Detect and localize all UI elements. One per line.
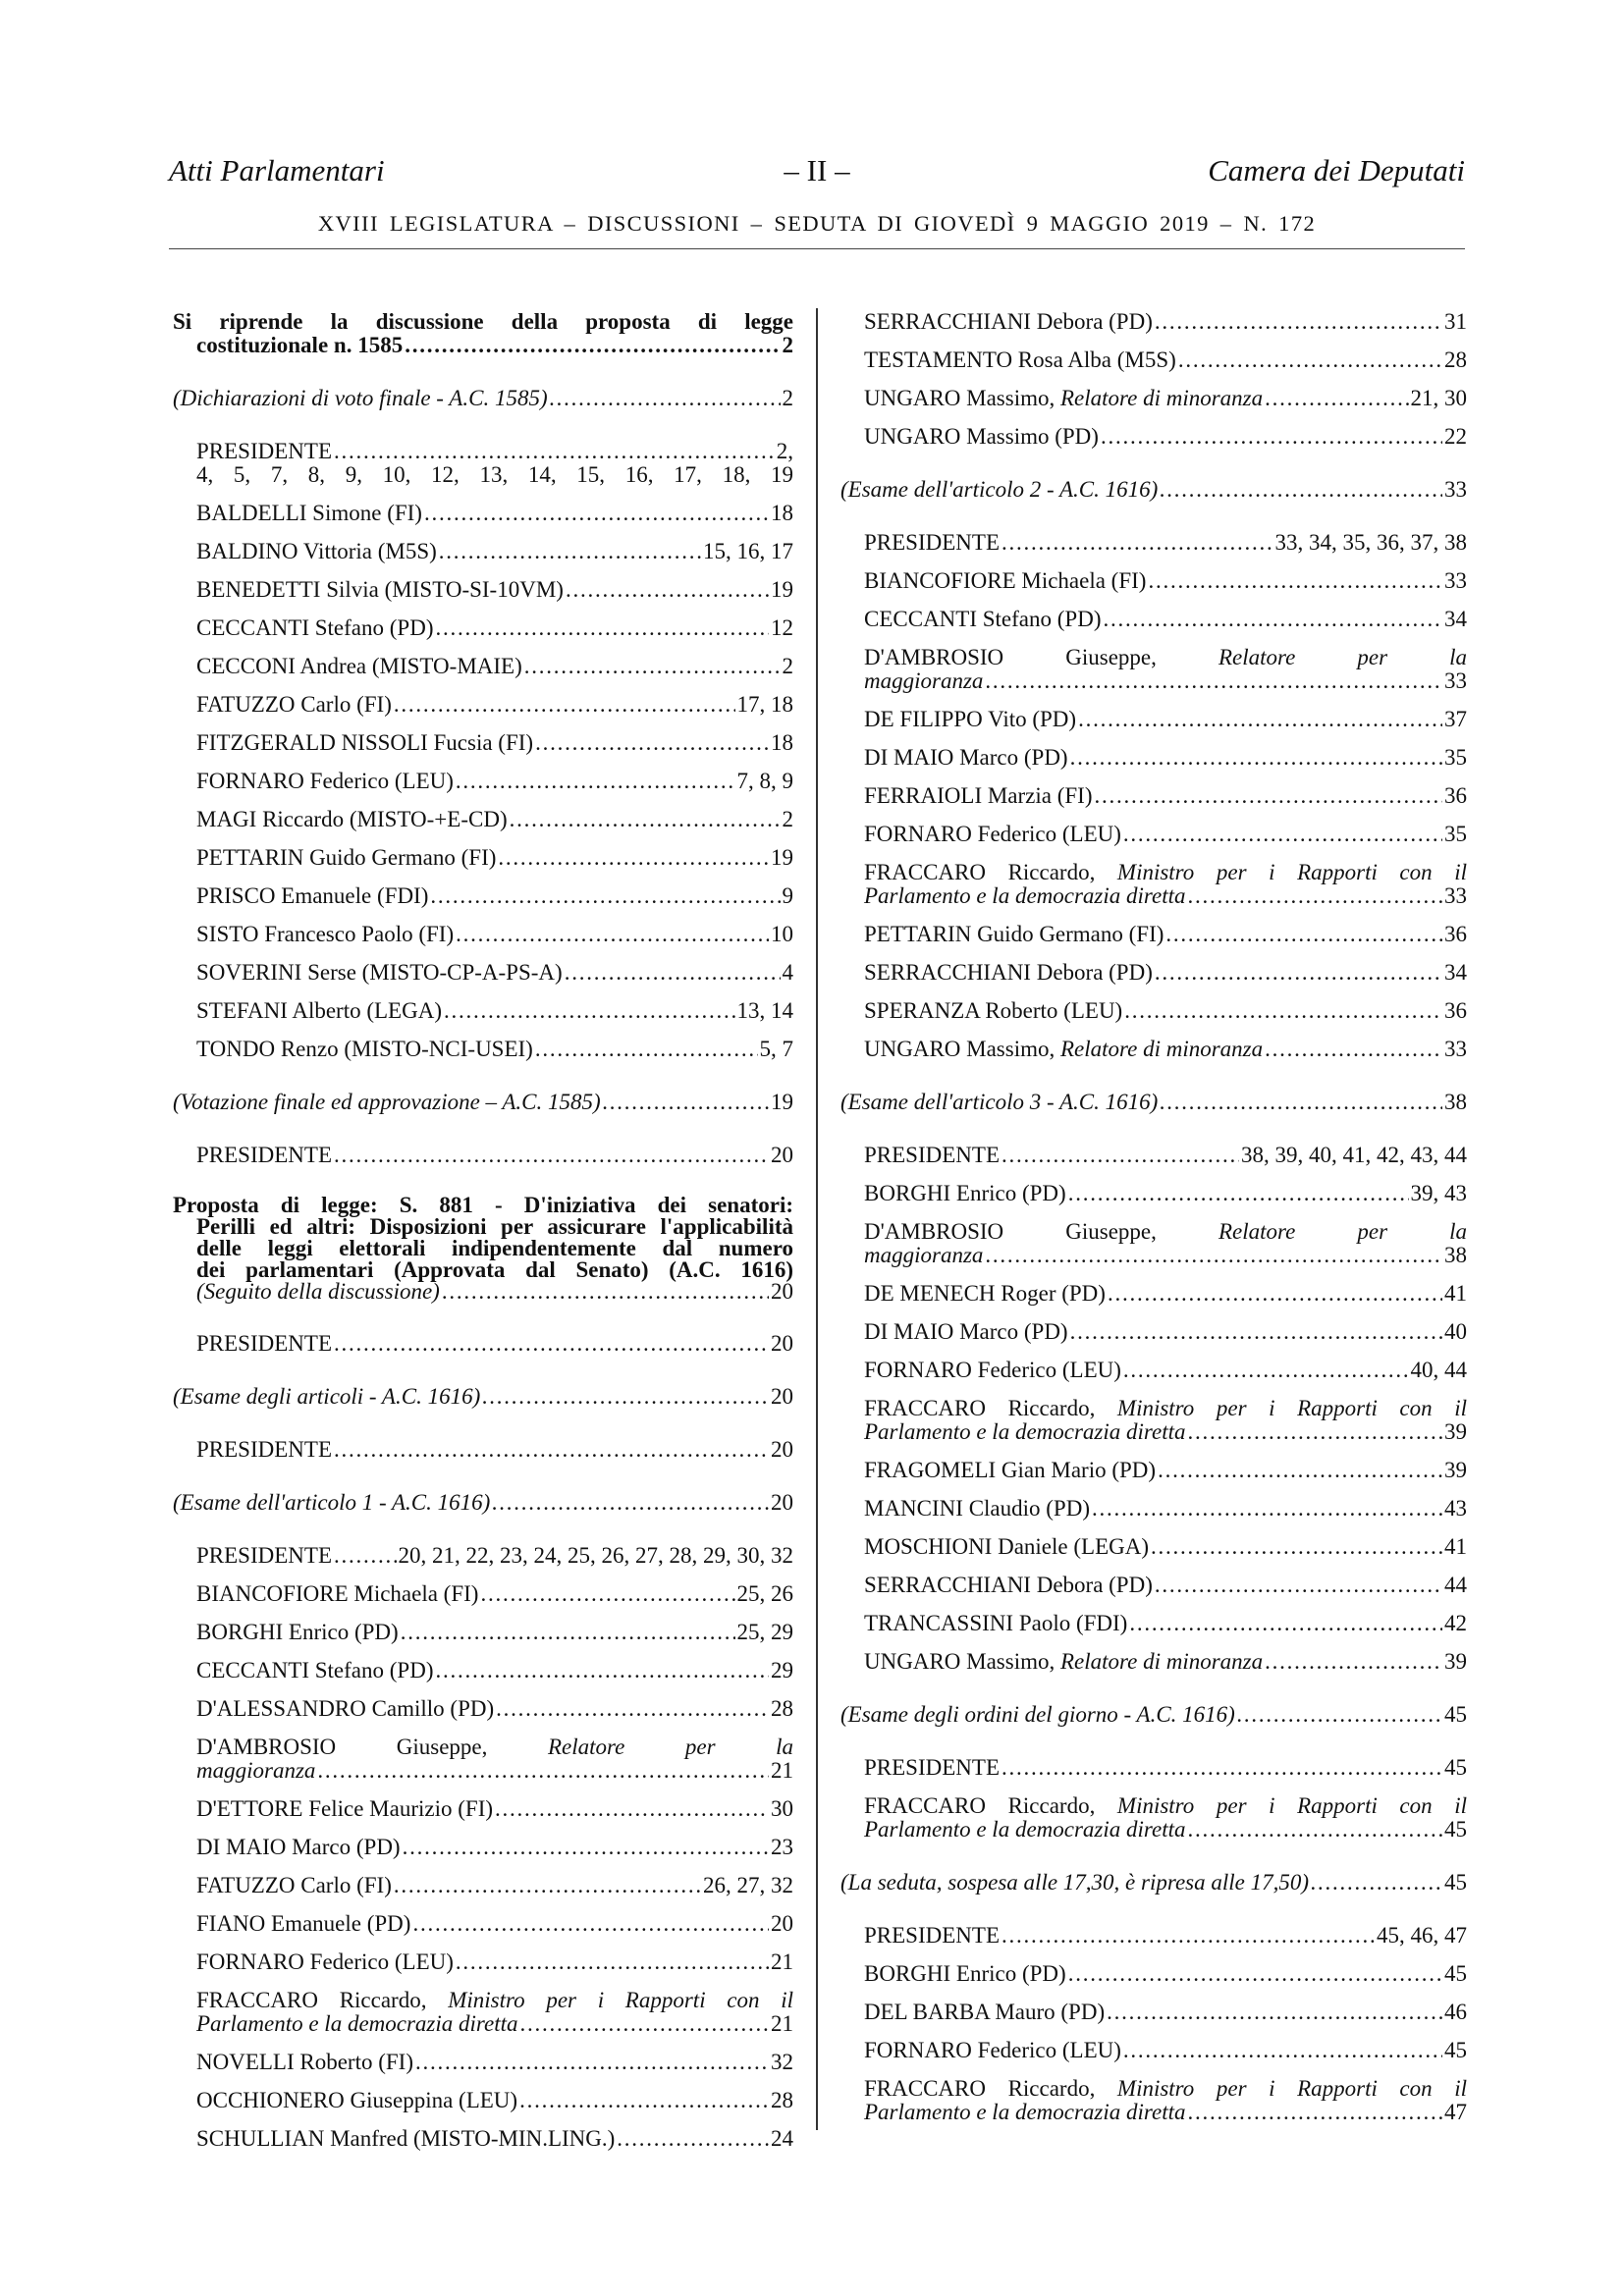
dot-leader — [401, 1621, 735, 1644]
speaker-entry: BALDELLI Simone (FI) . . . 18 — [173, 502, 793, 525]
speaker-entry: FORNARO Federico (LEU) . . . 7, 8, 9 — [173, 770, 793, 793]
page-reference: 41 — [1444, 1281, 1467, 1306]
page-reference: 32 — [771, 2050, 793, 2074]
dot-leader — [403, 1836, 769, 1859]
dot-leader — [535, 731, 769, 755]
page-reference: 21, 30 — [1410, 386, 1467, 410]
dot-leader — [394, 1874, 701, 1897]
dot-leader — [1129, 1612, 1442, 1635]
speaker-entry: UNGARO Massimo, Relatore di minoranza . . . 21, 30 — [840, 387, 1467, 410]
speaker-entry: DEL BARBA Mauro (PD) . . . 46 — [840, 2001, 1467, 2024]
page-reference: 10 — [771, 922, 793, 946]
page-reference: 45 — [1444, 2038, 1467, 2062]
speaker-entry: PETTARIN Guido Germano (FI) . . . 36 — [840, 923, 1467, 946]
speaker-entry: FRACCARO Riccardo, Ministro per i Rapporti con il Parlamento e la democrazia diretta . . . 39 — [840, 1397, 1467, 1444]
speaker-entry: MAGI Riccardo (MISTO-+E-CD) . . . 2 — [173, 808, 793, 831]
speaker-entry: CECCONI Andrea (MISTO-MAIE) . . . 2 — [173, 655, 793, 678]
speaker-entry: FATUZZO Carlo (FI) . . . 26, 27, 32 — [173, 1874, 793, 1897]
page-reference: 33, 34, 35, 36, 37, 38 — [1274, 530, 1467, 555]
page-reference: 33 — [1444, 668, 1467, 693]
speaker-entry: BORGHI Enrico (PD) . . . 39, 43 — [840, 1182, 1467, 1205]
dot-leader — [1155, 1574, 1442, 1597]
speaker-entry: PRESIDENTE . . . 20, 21, 22, 23, 24, 25, 26, 27, 28, 29, 30, 32 — [173, 1544, 793, 1568]
speaker-entry: FRAGOMELI Gian Mario (PD) . . . 39 — [840, 1459, 1467, 1482]
dot-leader — [1001, 1144, 1239, 1167]
speaker-entry: SERRACCHIANI Debora (PD) . . . 34 — [840, 961, 1467, 985]
page-reference: 21 — [771, 1949, 793, 1974]
dot-leader — [456, 1950, 769, 1974]
page-reference: 28 — [1444, 347, 1467, 372]
page-reference: 15, 16, 17 — [703, 539, 793, 563]
speaker-entry: PRESIDENTE . . . 2, 4, 5, 7, 8, 9, 10, 12, 13, 14, 15, 16, 17, 18, 19 — [173, 440, 793, 487]
speaker-entry: MANCINI Claudio (PD) . . . 43 — [840, 1497, 1467, 1521]
speaker-entry: PRISCO Emanuele (FDI) . . . 9 — [173, 884, 793, 908]
section-entry: (Votazione finale ed approvazione – A.C. 1585) . . . 19 — [173, 1091, 793, 1114]
speaker-entry: BIANCOFIORE Michaela (FI) . . . 33 — [840, 569, 1467, 593]
page-reference: 45 — [1444, 1755, 1467, 1780]
dot-leader — [1188, 2101, 1443, 2124]
dot-leader — [1178, 348, 1442, 372]
dot-leader — [1001, 531, 1273, 555]
page-reference: 31 — [1444, 309, 1467, 334]
dot-leader — [1311, 1871, 1442, 1895]
speaker-entry: PRESIDENTE . . . 45, 46, 47 — [840, 1924, 1467, 1948]
dot-leader — [405, 334, 780, 357]
speaker-list-2c — [173, 2051, 793, 2151]
section-entry: (Esame dell'articolo 3 - A.C. 1616) . . . 38 — [840, 1091, 1467, 1114]
dot-leader — [492, 1491, 769, 1515]
page-reference: 20 — [771, 1331, 793, 1356]
dot-leader — [985, 1244, 1442, 1267]
page-reference: 41 — [1444, 1534, 1467, 1559]
page-reference: 19 — [771, 577, 793, 602]
page-reference: 24 — [771, 2126, 793, 2151]
page-reference: 34 — [1444, 960, 1467, 985]
speaker-entry: SERRACCHIANI Debora (PD) . . . 44 — [840, 1574, 1467, 1597]
dot-leader — [482, 1385, 769, 1409]
header-rule — [169, 248, 1465, 249]
dot-leader — [1078, 708, 1442, 731]
speaker-entry: D'AMBROSIO Giuseppe, Relatore per la maggioranza . . . 33 — [840, 646, 1467, 693]
speaker-entry: D'ALESSANDRO Camillo (PD) . . . 28 — [173, 1697, 793, 1721]
page-reference: 30 — [771, 1796, 793, 1821]
page-reference: 33 — [1444, 568, 1467, 593]
speaker-entry: FATUZZO Carlo (FI) . . . 17, 18 — [173, 693, 793, 717]
page-reference: 34 — [1444, 607, 1467, 631]
page-reference: 33 — [1444, 883, 1467, 908]
page-reference: 45, 46, 47 — [1377, 1923, 1467, 1948]
dot-leader — [1068, 1962, 1442, 1986]
page-reference: 22 — [1444, 424, 1467, 449]
page-reference: 36 — [1444, 998, 1467, 1023]
topic-entry: Si riprende la discussione della proposta di legge costituzionale n. 1585 . . . 2 — [173, 310, 793, 357]
dot-leader — [1108, 1282, 1442, 1306]
speaker-entry: NOVELLI Roberto (FI) . . . 32 — [173, 2051, 793, 2074]
page-reference: 26, 27, 32 — [703, 1873, 793, 1897]
page-reference: 33 — [1444, 477, 1467, 502]
speaker-entry: PETTARIN Guido Germano (FI) . . . 19 — [173, 846, 793, 870]
speaker-entry: SCHULLIAN Manfred (MISTO-MIN.LING.) . . . 24 — [173, 2127, 793, 2151]
page-reference: 20, 21, 22, 23, 24, 25, 26, 27, 28, 29, 30, 32 — [398, 1543, 793, 1568]
speaker-entry: CECCANTI Stefano (PD) . . . 12 — [173, 616, 793, 640]
speaker-entry: BALDINO Vittoria (M5S) . . . 15, 16, 17 — [173, 540, 793, 563]
speaker-entry: PRESIDENTE . . . 20 — [173, 1332, 793, 1356]
dot-leader — [334, 440, 775, 463]
dot-leader — [1103, 608, 1442, 631]
page-reference: 19 — [771, 845, 793, 870]
dot-leader — [985, 669, 1442, 693]
page-reference: 44 — [1444, 1573, 1467, 1597]
speaker-entry: SOVERINI Serse (MISTO-CP-A-PS-A) . . . 4 — [173, 961, 793, 985]
page-reference: 38, 39, 40, 41, 42, 43, 44 — [1241, 1143, 1467, 1167]
page-reference: 38 — [1444, 1243, 1467, 1267]
page-reference: 29 — [771, 1658, 793, 1682]
speaker-entry: PRESIDENTE . . . 38, 39, 40, 41, 42, 43, 44 — [840, 1144, 1467, 1167]
page-reference: 2 — [782, 654, 793, 678]
section-entry: (Esame dell'articolo 2 - A.C. 1616) . . . 33 — [840, 478, 1467, 502]
dot-leader — [1107, 2001, 1442, 2024]
dot-leader — [1265, 1038, 1442, 1061]
dot-leader — [480, 1582, 734, 1606]
dot-leader — [1160, 1091, 1442, 1114]
right-column — [840, 310, 1467, 2139]
dot-leader — [535, 1038, 758, 1061]
dot-leader — [1158, 1459, 1442, 1482]
page-reference: 12 — [771, 615, 793, 640]
dot-leader — [1237, 1703, 1442, 1727]
page-reference: 2, — [776, 439, 793, 463]
speaker-entry: BIANCOFIORE Michaela (FI) . . . 25, 26 — [173, 1582, 793, 1606]
page-reference: 25, 26 — [736, 1581, 793, 1606]
page-reference: 37 — [1444, 707, 1467, 731]
page-reference: 13, 14 — [736, 998, 793, 1023]
page-reference: 18 — [771, 501, 793, 525]
dot-leader — [1123, 1359, 1409, 1382]
speaker-entry: BORGHI Enrico (PD) . . . 45 — [840, 1962, 1467, 1986]
speaker-entry: FORNARO Federico (LEU) . . . 35 — [840, 823, 1467, 846]
speaker-entry: TONDO Renzo (MISTO-NCI-USEI) . . . 5, 7 — [173, 1038, 793, 1061]
dot-leader — [424, 502, 769, 525]
page-reference: 45 — [1444, 1817, 1467, 1842]
header-right: Camera dei Deputati — [1208, 153, 1465, 187]
page-reference: 38 — [1444, 1090, 1467, 1114]
page-reference: 23 — [771, 1835, 793, 1859]
dot-leader — [524, 655, 781, 678]
page-reference: 2 — [782, 807, 793, 831]
session-subtitle: XVIII LEGISLATURA – DISCUSSIONI – SEDUTA DI GIOVEDÌ 9 MAGGIO 2019 – N. 172 — [317, 211, 1317, 236]
dot-leader — [1092, 1497, 1442, 1521]
speaker-entry: DE FILIPPO Vito (PD) . . . 37 — [840, 708, 1467, 731]
dot-leader — [394, 693, 735, 717]
page-reference: 20 — [771, 1911, 793, 1936]
page-reference: 45 — [1444, 1870, 1467, 1895]
left-column — [173, 310, 793, 2165]
page-reference: 2 — [782, 333, 793, 357]
speaker-list-2b — [173, 1797, 793, 1974]
page-reference: 20 — [771, 1279, 793, 1304]
speaker-entry: DI MAIO Marco (PD) . . . 35 — [840, 746, 1467, 770]
page-reference: 39 — [1444, 1458, 1467, 1482]
section-entry: (La seduta, sospesa alle 17,30, è ripresa alle 17,50) . . . 45 — [840, 1871, 1467, 1895]
page-reference: 20 — [771, 1490, 793, 1515]
page-reference: 39 — [1444, 1649, 1467, 1674]
speaker-entry: D'AMBROSIO Giuseppe, Relatore per la maggioranza . . . 38 — [840, 1220, 1467, 1267]
speaker-entry: SISTO Francesco Paolo (FI) . . . 10 — [173, 923, 793, 946]
dot-leader — [617, 2127, 769, 2151]
dot-leader — [334, 1144, 769, 1167]
topic-entry: Proposta di legge: S. 881 - D'iniziativa dei senatori: Perilli ed altri: Disposizioni per assicurare l'applicabilità delle leggi elettorali indipendentemente dal numero dei parlamentari (Approvata dal Senato) (A.C. 1616) (Seguito della discussione) . . . 20 — [173, 1195, 793, 1303]
page-reference: 28 — [771, 2088, 793, 2112]
speaker-entry: PRESIDENTE . . . 20 — [173, 1438, 793, 1462]
dot-leader — [1188, 884, 1443, 908]
dot-leader — [1070, 1320, 1442, 1344]
speaker-entry: BORGHI Enrico (PD) . . . 25, 29 — [173, 1621, 793, 1644]
page-reference: 46 — [1444, 2000, 1467, 2024]
speaker-entry: BENEDETTI Silvia (MISTO-SI-10VM) . . . 19 — [173, 578, 793, 602]
page-header — [169, 153, 1465, 192]
dot-leader — [435, 616, 769, 640]
speaker-entry: UNGARO Massimo (PD) . . . 22 — [840, 425, 1467, 449]
page-reference: 21 — [771, 2011, 793, 2036]
page-reference: 21 — [771, 1758, 793, 1783]
dot-leader — [1265, 1650, 1442, 1674]
column-divider — [816, 308, 818, 2130]
dot-leader — [520, 2012, 770, 2036]
dot-leader — [565, 961, 781, 985]
dot-leader — [442, 1281, 769, 1303]
dot-leader — [456, 770, 735, 793]
dot-leader — [1188, 1420, 1443, 1444]
page-reference: 40, 44 — [1410, 1358, 1467, 1382]
speaker-entry: FRACCARO Riccardo, Ministro per i Rapporti con il Parlamento e la democrazia diretta . . . 45 — [840, 1794, 1467, 1842]
dot-leader — [1160, 478, 1442, 502]
dot-leader — [1123, 2039, 1442, 2062]
dot-leader — [334, 1544, 397, 1568]
speaker-entry: DE MENECH Roger (PD) . . . 41 — [840, 1282, 1467, 1306]
speaker-entry: TESTAMENTO Rosa Alba (M5S) . . . 28 — [840, 348, 1467, 372]
dot-leader — [510, 808, 781, 831]
section-entry: (Dichiarazioni di voto finale - A.C. 1585) . . . 2 — [173, 387, 793, 410]
speaker-entry: FORNARO Federico (LEU) . . . 21 — [173, 1950, 793, 1974]
dot-leader — [444, 999, 735, 1023]
dot-leader — [430, 884, 780, 908]
dot-leader — [1123, 823, 1442, 846]
dot-leader — [412, 1912, 769, 1936]
page-reference: 7, 8, 9 — [736, 769, 793, 793]
speaker-entry: PRESIDENTE . . . 33, 34, 35, 36, 37, 38 — [840, 531, 1467, 555]
dot-leader — [519, 2089, 769, 2112]
speaker-entry: DI MAIO Marco (PD) . . . 23 — [173, 1836, 793, 1859]
dot-leader — [456, 923, 769, 946]
section-entry: (Esame degli ordini del giorno - A.C. 1616) . . . 45 — [840, 1703, 1467, 1727]
page-reference: 45 — [1444, 1961, 1467, 1986]
speaker-entry: FRACCARO Riccardo, Ministro per i Rapporti con il Parlamento e la democrazia diretta . . . 47 — [840, 2077, 1467, 2124]
dot-leader — [1151, 1535, 1442, 1559]
page-reference: 35 — [1444, 745, 1467, 770]
speaker-entry: FRACCARO Riccardo, Ministro per i Rapporti con il Parlamento e la democrazia diretta . . . 33 — [840, 861, 1467, 908]
speaker-entry: FERRAIOLI Marzia (FI) . . . 36 — [840, 784, 1467, 808]
speaker-entry: SERRACCHIANI Debora (PD) . . . 31 — [840, 310, 1467, 334]
page-number: – II – — [784, 153, 850, 187]
speaker-entry: SPERANZA Roberto (LEU) . . . 36 — [840, 999, 1467, 1023]
page-reference: 20 — [771, 1143, 793, 1167]
dot-leader — [1155, 310, 1442, 334]
speaker-entry: OCCHIONERO Giuseppina (LEU) . . . 28 — [173, 2089, 793, 2112]
dot-leader — [1155, 961, 1442, 985]
page-reference: 36 — [1444, 922, 1467, 946]
speaker-entry: CECCANTI Stefano (PD) . . . 34 — [840, 608, 1467, 631]
dot-leader — [1148, 569, 1442, 593]
dot-leader — [1124, 999, 1442, 1023]
dot-leader — [439, 540, 701, 563]
speaker-entry: PRESIDENTE . . . 45 — [840, 1756, 1467, 1780]
dot-leader — [1070, 746, 1442, 770]
page-reference: 4 — [782, 960, 793, 985]
page-reference: 20 — [771, 1384, 793, 1409]
speaker-entry: TRANCASSINI Paolo (FDI) . . . 42 — [840, 1612, 1467, 1635]
page-reference: 40 — [1444, 1319, 1467, 1344]
dot-leader — [1068, 1182, 1409, 1205]
page-reference: 39, 43 — [1410, 1181, 1467, 1205]
page-reference: 9 — [782, 883, 793, 908]
dot-leader — [1095, 784, 1442, 808]
speaker-entry: FITZGERALD NISSOLI Fucsia (FI) . . . 18 — [173, 731, 793, 755]
dot-leader — [566, 578, 769, 602]
page-reference: 25, 29 — [736, 1620, 793, 1644]
speaker-entry: FORNARO Federico (LEU) . . . 45 — [840, 2039, 1467, 2062]
page-reference: 35 — [1444, 822, 1467, 846]
page-reference: 45 — [1444, 1702, 1467, 1727]
section-entry: (Esame degli articoli - A.C. 1616) . . . 20 — [173, 1385, 793, 1409]
page-reference: 43 — [1444, 1496, 1467, 1521]
dot-leader — [1001, 1924, 1375, 1948]
page-reference: 42 — [1444, 1611, 1467, 1635]
dot-leader — [1165, 923, 1442, 946]
speaker-entry: PRESIDENTE . . . 20 — [173, 1144, 793, 1167]
dot-leader — [495, 1797, 769, 1821]
page-reference: 33 — [1444, 1037, 1467, 1061]
page-reference: 28 — [771, 1696, 793, 1721]
speaker-entry: D'ETTORE Felice Maurizio (FI) . . . 30 — [173, 1797, 793, 1821]
speaker-list-1 — [173, 502, 793, 1061]
speaker-entry: DI MAIO Marco (PD) . . . 40 — [840, 1320, 1467, 1344]
dot-leader — [1101, 425, 1442, 449]
speaker-entry: FIANO Emanuele (PD) . . . 20 — [173, 1912, 793, 1936]
page-reference: 19 — [771, 1090, 793, 1114]
speaker-entry: UNGARO Massimo, Relatore di minoranza . . . 39 — [840, 1650, 1467, 1674]
speaker-entry: FRACCARO Riccardo, Ministro per i Rapporti con il Parlamento e la democrazia diretta . . . 21 — [173, 1989, 793, 2036]
page-reference: 2 — [782, 386, 793, 410]
dot-leader — [317, 1759, 769, 1783]
speaker-entry: FORNARO Federico (LEU) . . . 40, 44 — [840, 1359, 1467, 1382]
header-left: Atti Parlamentari — [169, 153, 385, 187]
dot-leader — [603, 1091, 769, 1114]
speaker-list-2a — [173, 1582, 793, 1721]
dot-leader — [334, 1332, 769, 1356]
dot-leader — [334, 1438, 769, 1462]
speaker-entry: UNGARO Massimo, Relatore di minoranza . . . 33 — [840, 1038, 1467, 1061]
dot-leader — [498, 846, 769, 870]
dot-leader — [496, 1697, 769, 1721]
dot-leader — [1188, 1818, 1443, 1842]
page-reference: 5, 7 — [759, 1037, 793, 1061]
dot-leader — [1001, 1756, 1442, 1780]
speaker-entry: D'AMBROSIO Giuseppe, Relatore per la maggioranza . . . 21 — [173, 1735, 793, 1783]
speaker-entry: MOSCHIONI Daniele (LEGA) . . . 41 — [840, 1535, 1467, 1559]
page-reference: 18 — [771, 730, 793, 755]
page-reference: 20 — [771, 1437, 793, 1462]
page-reference: 17, 18 — [736, 692, 793, 717]
dot-leader — [550, 387, 781, 410]
dot-leader — [415, 2051, 769, 2074]
speaker-entry: CECCANTI Stefano (PD) . . . 29 — [173, 1659, 793, 1682]
section-entry: (Esame dell'articolo 1 - A.C. 1616) . . . 20 — [173, 1491, 793, 1515]
dot-leader — [1265, 387, 1408, 410]
page-reference: 39 — [1444, 1419, 1467, 1444]
page-reference: 36 — [1444, 783, 1467, 808]
dot-leader — [435, 1659, 769, 1682]
speaker-entry: STEFANI Alberto (LEGA) . . . 13, 14 — [173, 999, 793, 1023]
page-reference: 47 — [1444, 2100, 1467, 2124]
